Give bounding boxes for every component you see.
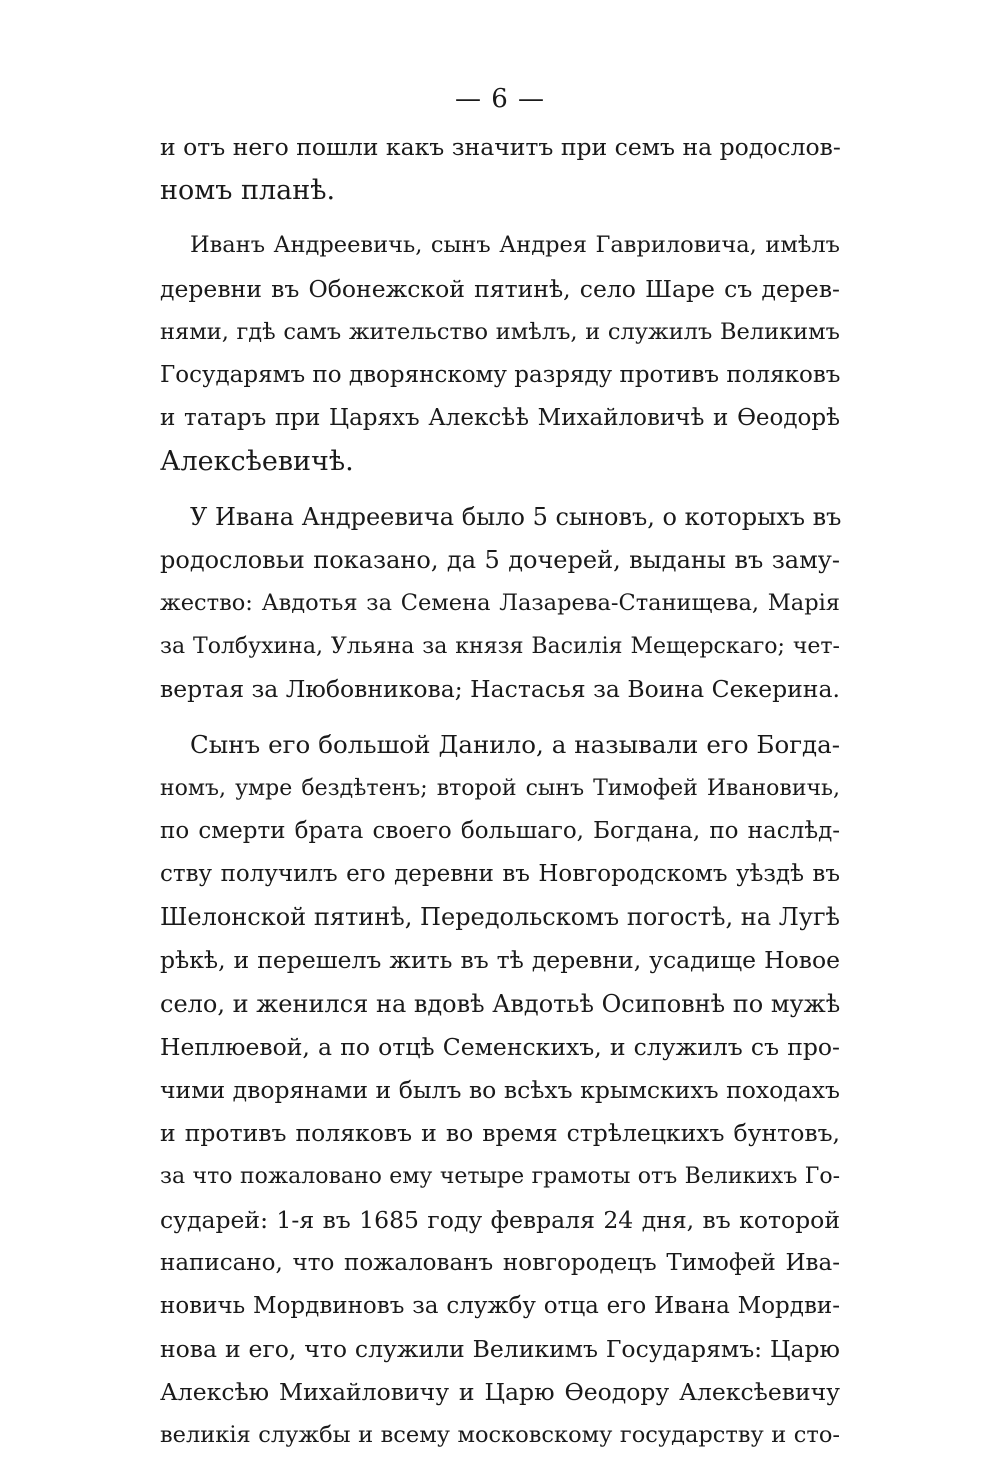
text-line: за Толбухина, Ульяна за князя Василія Мещерскаго; чет-: [160, 634, 840, 660]
text-line: Алексѣю Михайловичу и Царю Өеодору Алексѣевичу: [160, 1378, 840, 1407]
text-line: написано, что пожалованъ новгородецъ Тимофей Ива-: [160, 1249, 840, 1276]
text-line: номъ планѣ.: [160, 175, 336, 207]
text-line: и отъ него пошли какъ значитъ при семъ на родослов-: [160, 133, 841, 161]
text-line: жество: Авдотья за Семена Лазарева-Станищева, Марія: [160, 589, 840, 616]
text-line: Неплюевой, а по отцѣ Семенскихъ, и служилъ съ про-: [160, 1032, 840, 1061]
text-line: село, и женился на вдовѣ Авдотьѣ Осиповнѣ по мужѣ: [160, 989, 841, 1018]
text-line: Сынъ его большой Данило, а называли его Богда-: [190, 730, 840, 760]
text-line: У Ивана Андреевича было 5 сыновъ, о которыхъ въ: [190, 502, 842, 531]
text-line: и татаръ при Царяхъ Алексѣѣ Михайловичѣ и Өеодорѣ: [160, 405, 840, 432]
text-line: Иванъ Андреевичь, сынъ Андрея Гавриловича, имѣлъ: [190, 232, 840, 259]
body-text: [160, 126, 840, 1458]
text-line: Государямъ по дворянскому разряду противъ поляковъ: [160, 361, 841, 388]
text-line: новичь Мордвиновъ за службу отца его Ивана Мордви-: [160, 1292, 840, 1319]
paragraph: [160, 126, 840, 212]
text-line: Шелонской пятинѣ, Передольскомъ погостѣ, на Лугѣ: [160, 903, 840, 932]
text-line: великія службы и всему московскому государству и сто-: [160, 1422, 840, 1449]
text-line: чими дворянами и былъ во всѣхъ крымскихъ походахъ: [160, 1075, 840, 1104]
text-line: по смерти брата своего большаго, Богдана, по наслѣд-: [160, 817, 840, 844]
text-line: нова и его, что служили Великимъ Государямъ: Царю: [160, 1335, 840, 1364]
text-line: Алексѣевичѣ.: [160, 446, 354, 478]
text-line: рѣкѣ, и перешелъ жить въ тѣ деревни, усадище Новое: [160, 946, 840, 975]
text-line: деревни въ Обонежской пятинѣ, село Шаре съ дерев-: [160, 274, 840, 303]
text-line: ству получилъ его деревни въ Новгородскомъ уѣздѣ въ: [160, 861, 840, 887]
text-line: вертая за Любовникова; Настасья за Воина Секерина.: [160, 675, 840, 704]
text-line: родословьи показано, да 5 дочерей, выданы въ заму-: [160, 545, 840, 574]
paragraph: [160, 723, 840, 1457]
text-line: нями, гдѣ самъ жительство имѣлъ, и служилъ Великимъ: [160, 318, 840, 345]
paragraph: [160, 224, 840, 483]
text-line: номъ, умре бездѣтенъ; второй сынъ Тимофей Ивановичь,: [160, 775, 840, 801]
text-line: за что пожаловано ему четыре грамоты отъ Великихъ Го-: [160, 1164, 840, 1190]
paragraph: [160, 496, 840, 712]
text-line: сударей: 1-я въ 1685 году февраля 24 дня, въ которой: [160, 1205, 840, 1234]
text-line: и противъ поляковъ и во время стрѣлецкихъ бунтовъ,: [160, 1119, 840, 1148]
page-number: — 6 —: [454, 84, 546, 114]
